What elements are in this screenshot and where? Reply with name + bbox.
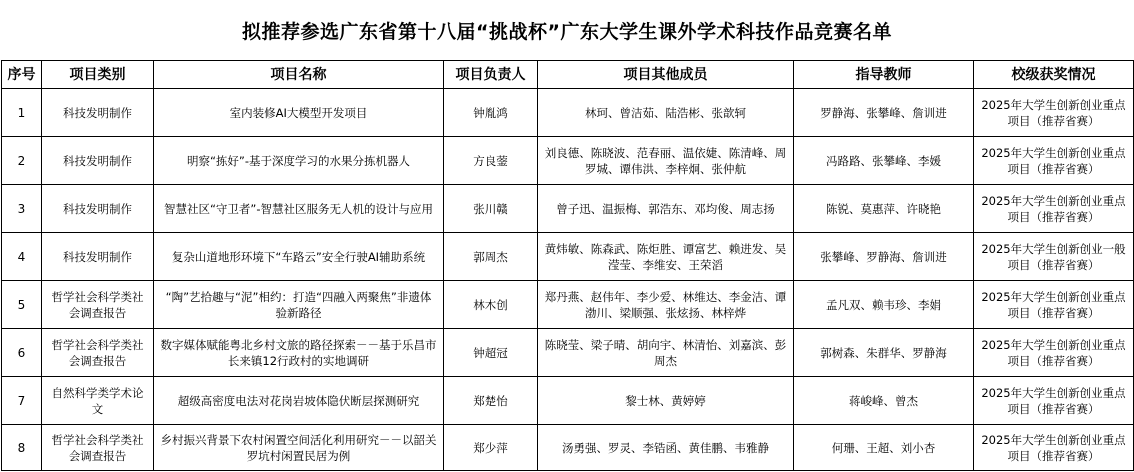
cell-category: 自然科学类学术论文: [42, 377, 154, 425]
cell-no: 7: [2, 377, 42, 425]
cell-project-name: 室内装修AI大模型开发项目: [154, 89, 444, 137]
cell-project-name: 智慧社区“守卫者”-智慧社区服务无人机的设计与应用: [154, 185, 444, 233]
cell-leader: 钟胤鸿: [444, 89, 538, 137]
document-title: 拟推荐参选广东省第十八届“挑战杯”广东大学生课外学术科技作品竞赛名单: [242, 20, 892, 43]
cell-members: 陈晓莹、梁子晴、胡向宇、林清怡、刘嘉滨、彭周杰: [538, 329, 794, 377]
cell-leader: 方良蓥: [444, 137, 538, 185]
cell-no: 6: [2, 329, 42, 377]
cell-advisors: 蒋峻峰、曾杰: [794, 377, 974, 425]
cell-members: 黎士林、黄婷婷: [538, 377, 794, 425]
cell-advisors: 孟凡双、赖韦珍、李娟: [794, 281, 974, 329]
table-row: [2, 185, 1134, 233]
cell-no: 3: [2, 185, 42, 233]
cell-advisors: 冯路路、张攀峰、李媛: [794, 137, 974, 185]
cell-no: 5: [2, 281, 42, 329]
cell-project-name: 复杂山道地形环境下“车路云”安全行驶AI辅助系统: [154, 233, 444, 281]
cell-leader: 郑少萍: [444, 425, 538, 471]
cell-members: 曾子迅、温振梅、郭浩东、邓均俊、周志扬: [538, 185, 794, 233]
table-row: [2, 281, 1134, 329]
cell-members: 郑丹燕、赵伟年、李少爱、林维达、李金洁、谭渤川、梁顺强、张炫扬、林梓烨: [538, 281, 794, 329]
cell-category: 哲学社会科学类社会调查报告: [42, 425, 154, 471]
cell-award: 2025年大学生创新创业重点项目（推荐省赛）: [974, 89, 1134, 137]
cell-leader: 钟超冠: [444, 329, 538, 377]
header-cell: 项目其他成员: [538, 61, 794, 89]
header-cell: 项目类别: [42, 61, 154, 89]
cell-leader: 郑楚怡: [444, 377, 538, 425]
cell-members: 林珂、曾洁茹、陆浩彬、张歆轲: [538, 89, 794, 137]
cell-award: 2025年大学生创新创业重点项目（推荐省赛）: [974, 425, 1134, 471]
cell-no: 8: [2, 425, 42, 471]
cell-project-name: 超级高密度电法对花岗岩坡体隐伏断层探测研究: [154, 377, 444, 425]
header-cell: 序号: [2, 61, 42, 89]
table-row: [2, 425, 1134, 471]
header-cell: 校级获奖情况: [974, 61, 1134, 89]
header-cell: 项目负责人: [444, 61, 538, 89]
cell-award: 2025年大学生创新创业重点项目（推荐省赛）: [974, 281, 1134, 329]
cell-advisors: 罗静海、张攀峰、詹训进: [794, 89, 974, 137]
cell-project-name: 数字媒体赋能粤北乡村文旅的路径探索－－基于乐昌市长来镇12行政村的实地调研: [154, 329, 444, 377]
cell-category: 科技发明制作: [42, 89, 154, 137]
header-cell: 指导教师: [794, 61, 974, 89]
table-row: [2, 89, 1134, 137]
table-row: [2, 377, 1134, 425]
cell-members: 黄炜敏、陈森武、陈炬胜、谭富艺、赖进发、吴滢莹、李维安、王荣滔: [538, 233, 794, 281]
cell-leader: 林木创: [444, 281, 538, 329]
header-cell: 项目名称: [154, 61, 444, 89]
table-row: [2, 137, 1134, 185]
table-row: [2, 233, 1134, 281]
cell-advisors: 陈锐、莫惠萍、许晓艳: [794, 185, 974, 233]
nomination-table: [1, 60, 1134, 471]
cell-advisors: 郭树森、朱群华、罗静海: [794, 329, 974, 377]
cell-award: 2025年大学生创新创业重点项目（推荐省赛）: [974, 329, 1134, 377]
cell-category: 科技发明制作: [42, 233, 154, 281]
cell-award: 2025年大学生创新创业一般项目（推荐省赛）: [974, 233, 1134, 281]
cell-project-name: “陶”艺拾趣与“泥”相约：打造“四融入两聚焦”非遗体验新路径: [154, 281, 444, 329]
cell-no: 4: [2, 233, 42, 281]
cell-no: 2: [2, 137, 42, 185]
cell-category: 科技发明制作: [42, 185, 154, 233]
cell-advisors: 张攀峰、罗静海、詹训进: [794, 233, 974, 281]
cell-category: 哲学社会科学类社会调查报告: [42, 329, 154, 377]
cell-no: 1: [2, 89, 42, 137]
cell-leader: 郭周杰: [444, 233, 538, 281]
cell-award: 2025年大学生创新创业重点项目（推荐省赛）: [974, 137, 1134, 185]
cell-category: 科技发明制作: [42, 137, 154, 185]
cell-project-name: 乡村振兴背景下农村闲置空间活化利用研究－－以韶关罗坑村闲置民居为例: [154, 425, 444, 471]
cell-advisors: 何珊、王超、刘小杏: [794, 425, 974, 471]
cell-members: 刘良德、陈晓波、范春丽、温依婕、陈清峰、周罗城、谭伟洪、李梓炯、张仲航: [538, 137, 794, 185]
cell-award: 2025年大学生创新创业重点项目（推荐省赛）: [974, 185, 1134, 233]
table-row: [2, 329, 1134, 377]
cell-leader: 张川赣: [444, 185, 538, 233]
cell-category: 哲学社会科学类社会调查报告: [42, 281, 154, 329]
cell-award: 2025年大学生创新创业重点项目（推荐省赛）: [974, 377, 1134, 425]
cell-members: 汤勇强、罗灵、李锆函、黄佳鹏、韦雅静: [538, 425, 794, 471]
cell-project-name: 明察“拣好”-基于深度学习的水果分拣机器人: [154, 137, 444, 185]
table-header-row: [2, 61, 1134, 89]
